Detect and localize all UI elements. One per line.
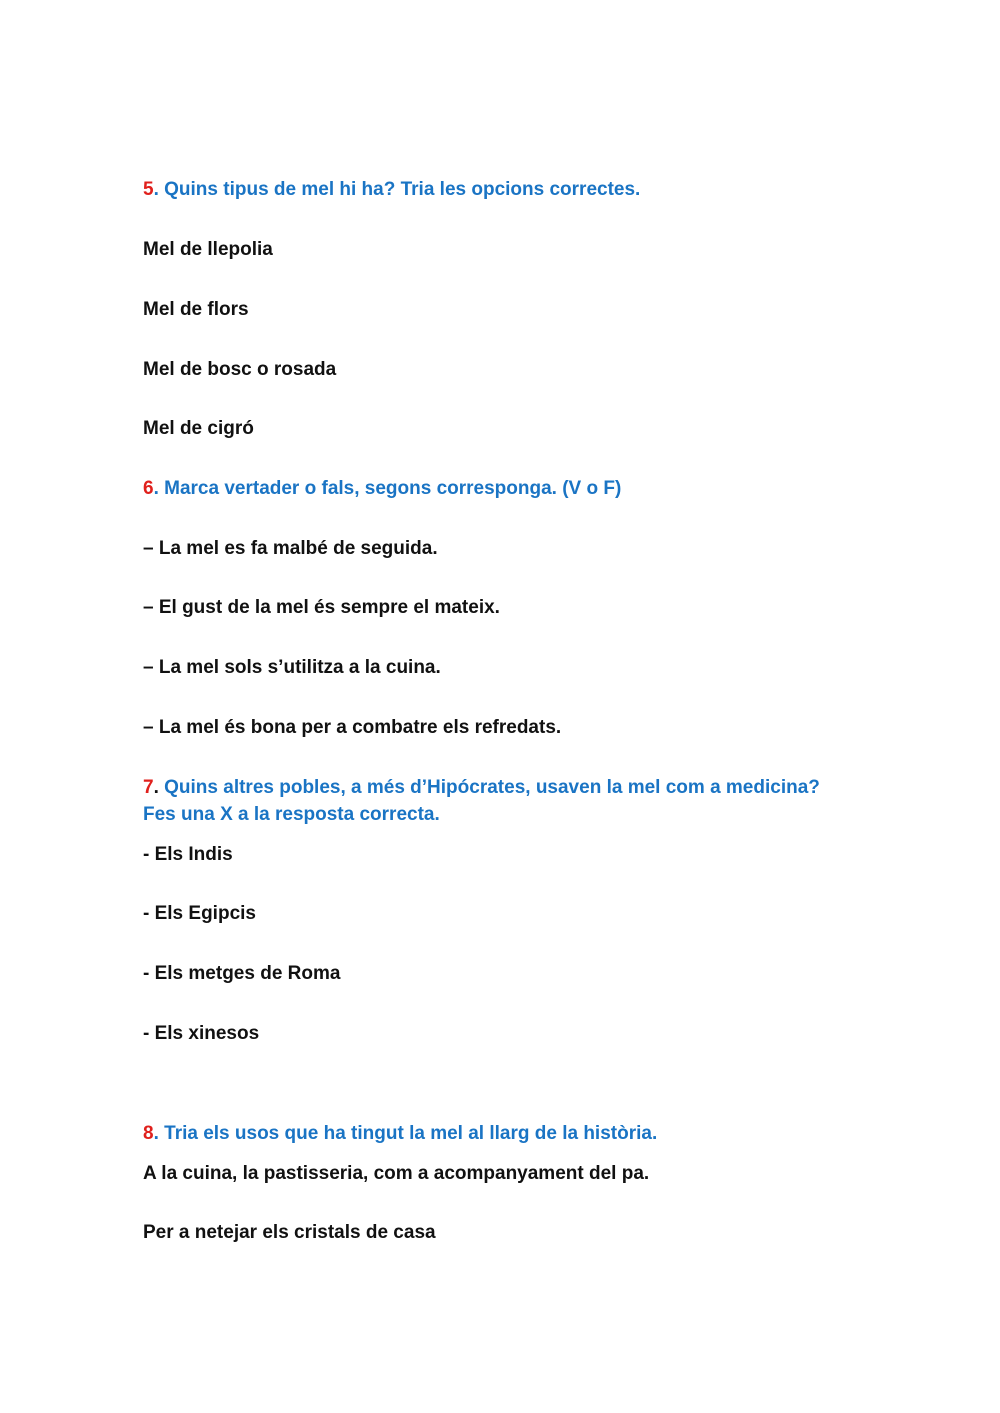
q6-statement-3[interactable]: – La mel sols s’utilitza a la cuina. [143,657,441,678]
q7-option-3[interactable]: - Els metges de Roma [143,963,341,984]
question-8-number: 8 [143,1123,154,1144]
question-7-text-line1: Quins altres pobles, a més d’Hipócrates, usaven la mel com a medicina? [158,777,820,798]
question-8-text: Tria els usos que ha tingut la mel al llarg de la història. [158,1123,658,1144]
question-7-heading [143,777,820,799]
question-8-heading [143,1123,657,1145]
question-5-number: 5 [143,179,154,200]
question-5-heading [143,179,640,201]
q6-statement-4[interactable]: – La mel és bona per a combatre els refredats. [143,717,562,738]
q7-option-2[interactable]: - Els Egipcis [143,903,256,924]
q8-option-2[interactable]: Per a netejar els cristals de casa [143,1222,436,1243]
q8-option-1[interactable]: A la cuina, la pastisseria, com a acompanyament del pa. [143,1163,650,1184]
question-8-dot: . [153,1123,159,1144]
question-7-number: 7 [143,777,154,798]
question-6-dot: . [153,478,159,499]
question-7-dot: . [153,777,159,798]
question-7-text-line2: Fes una X a la resposta correcta. [143,804,440,825]
q7-option-4[interactable]: - Els xinesos [143,1023,260,1044]
q5-option-4[interactable]: Mel de cigró [143,418,254,439]
q6-statement-2[interactable]: – El gust de la mel és sempre el mateix. [143,597,500,618]
q5-option-2[interactable]: Mel de flors [143,299,249,320]
question-6-text: Marca vertader o fals, segons corresponga. (V o F) [158,478,622,499]
q5-option-1[interactable]: Mel de llepolia [143,239,273,260]
q6-statement-1[interactable]: – La mel es fa malbé de seguida. [143,538,438,559]
q7-option-1[interactable]: - Els Indis [143,844,233,865]
q5-option-3[interactable]: Mel de bosc o rosada [143,359,337,380]
question-5-text: Quins tipus de mel hi ha? Tria les opcions correctes. [158,179,641,200]
question-6-number: 6 [143,478,154,499]
question-5-dot: . [153,179,159,200]
question-6-heading [143,478,621,500]
